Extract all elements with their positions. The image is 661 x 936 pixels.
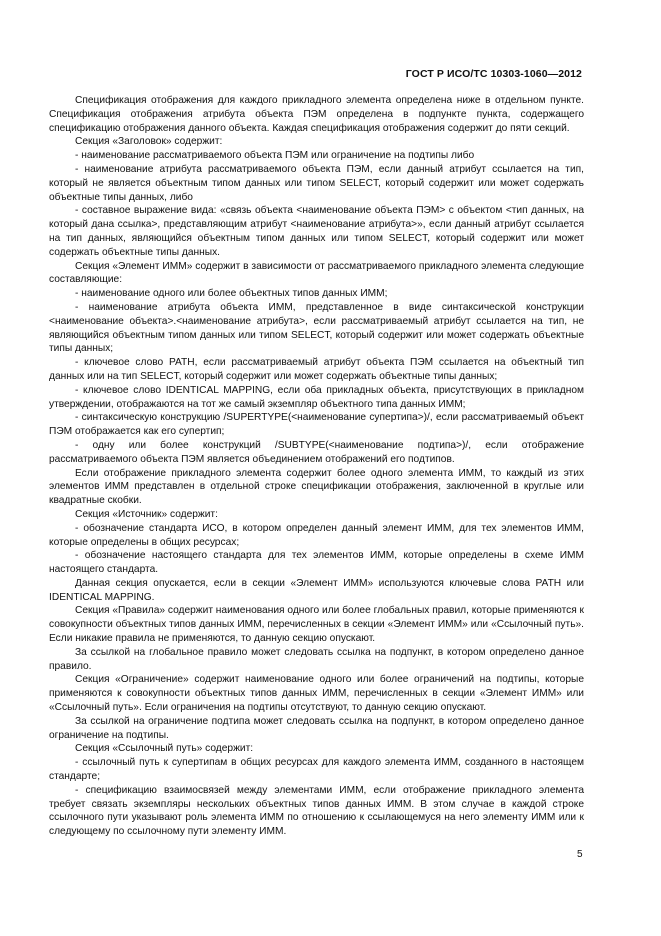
paragraph-reference-path-section: Секция «Ссылочный путь» содержит: [75,743,254,755]
list-item: - синтаксическую конструкцию /SUPERTYPE(<наименование супертипа>)/, если рассматриваемый объект ПЭМ отображается как его супертип; [49,412,584,438]
paragraph-multiple-elements: Если отображение прикладного элемента содержит более одного элемента ИММ, то каждый из этих элементов ИММ представлен в отдельной строке спецификации отображения, заключенной в круглые или квадратные скобки. [49,467,584,507]
list-item: - составное выражение вида: «связь объекта <наименование объекта ПЭМ> с объектом <тип данных, на который дана ссылка>, представляющим атрибут <наименование атрибута>», если данный атрибут ссылается на тип данных, являющийся объектным типом данных или типом SELECT, который содержит или может содержать объектные типы данных. [49,205,584,258]
list-item: - наименование рассматриваемого объекта ПЭМ или ограничение на подтипы либо [75,150,475,162]
list-item: - ключевое слово PATH, если рассматриваемый атрибут объекта ПЭМ ссылается на объектный тип данных или на тип SELECT, который содержит или может содержать объектные типы данных; [49,357,584,382]
list-item: - наименование атрибута рассматриваемого объекта ПЭМ, если данный атрибут ссылается на тип, который не является объектным типом данных или типом SELECT, который содержит или может содержать объектные типы данных, либо [49,163,584,203]
list-item: - обозначение стандарта ИСО, в котором определен данный элемент ИММ, для тех элементов ИММ, которые определены в общих ресурсах; [49,522,584,548]
paragraph-section-omitted: Данная секция опускается, если в секции «Элемент ИММ» используются ключевые слова PATH или IDENTICAL MAPPING. [49,577,584,603]
list-item: - ссылочный путь к супертипам в общих ресурсах для каждого элемента ИММ, созданного в настоящем стандарте; [49,757,584,783]
paragraph-source-section: Секция «Источник» содержит: [75,508,218,520]
paragraph-restriction-reference: За ссылкой на ограничение подтипа может следовать ссылка на подпункт, в котором определено данное ограничение на подтипы. [49,715,584,741]
list-item: - наименование одного или более объектных типов данных ИММ; [75,288,388,300]
list-item: - обозначение настоящего стандарта для тех элементов ИММ, которые определены в схеме ИММ настоящего стандарта. [49,550,584,576]
list-item: - ключевое слово IDENTICAL MAPPING, если оба прикладных объекта, присутствующих в прикладном утверждении, отображаются на тот же самый экземпляр объектного типа данных ИММ; [49,384,584,410]
page-number: 5 [577,849,583,860]
paragraph-intro: Спецификация отображения для каждого прикладного элемента определена ниже в отдельном пункте. Спецификация отображения атрибута объекта ПЭМ определена в подпункте пункта, содержащего спецификацию отображения данного объекта. Каждая спецификация отображения содержит до пяти секций. [49,95,584,134]
list-item: - одну или более конструкций /SUBTYPE(<наименование подтипа>)/, если отображение рассматриваемого объекта ПЭМ является объединением отображений его подтипов. [49,439,584,465]
list-item: - наименование атрибута объекта ИММ, представленное в виде синтаксической конструкции <наименование объекта>.<наименование атрибута>, если рассматриваемый атрибут ссылается на тип, не являющийся объектным типом данных или типом SELECT, который содержит или может содержать объектные типы данных; [49,301,584,355]
paragraph-rule-reference: За ссылкой на глобальное правило может следовать ссылка на подпункт, в котором определено данное правило. [49,646,584,672]
body-text [49,94,584,839]
paragraph-restriction-section: Секция «Ограничение» содержит наименование одного или более ограничений на подтипы, которые применяются к совокупности объектных типов данных ИММ, перечисленных в секции «Элемент ИММ» или «Ссылочный путь». Если ограничения на подтипы отсутствуют, то данную секцию опускают. [49,674,584,714]
paragraph-header-section: Секция «Заголовок» содержит: [75,136,223,148]
paragraph-imm-element-section: Секция «Элемент ИММ» содержит в зависимости от рассматриваемого прикладного элемента следующие составляющие: [49,260,584,286]
list-item: - спецификацию взаимосвязей между элементами ИММ, если отображение прикладного элемента требует связать экземпляры нескольких объектных типов данных ИММ. В этом случае в каждой строке ссылочного пути указывают роль элемента ИММ по отношению к ссылающемуся на него элементу ИММ или к следующему по ссылочному пути элементу ИММ. [49,784,584,838]
paragraph-rules-section: Секция «Правила» содержит наименования одного или более глобальных правил, которые применяются к совокупности объектных типов данных ИММ, перечисленных в секции «Элемент ИММ» или «Ссылочный путь». Если никакие правила не применяются, то данную секцию опускают. [49,605,585,645]
standard-designation: ГОСТ Р ИСО/ТС 10303-1060—2012 [405,68,582,80]
